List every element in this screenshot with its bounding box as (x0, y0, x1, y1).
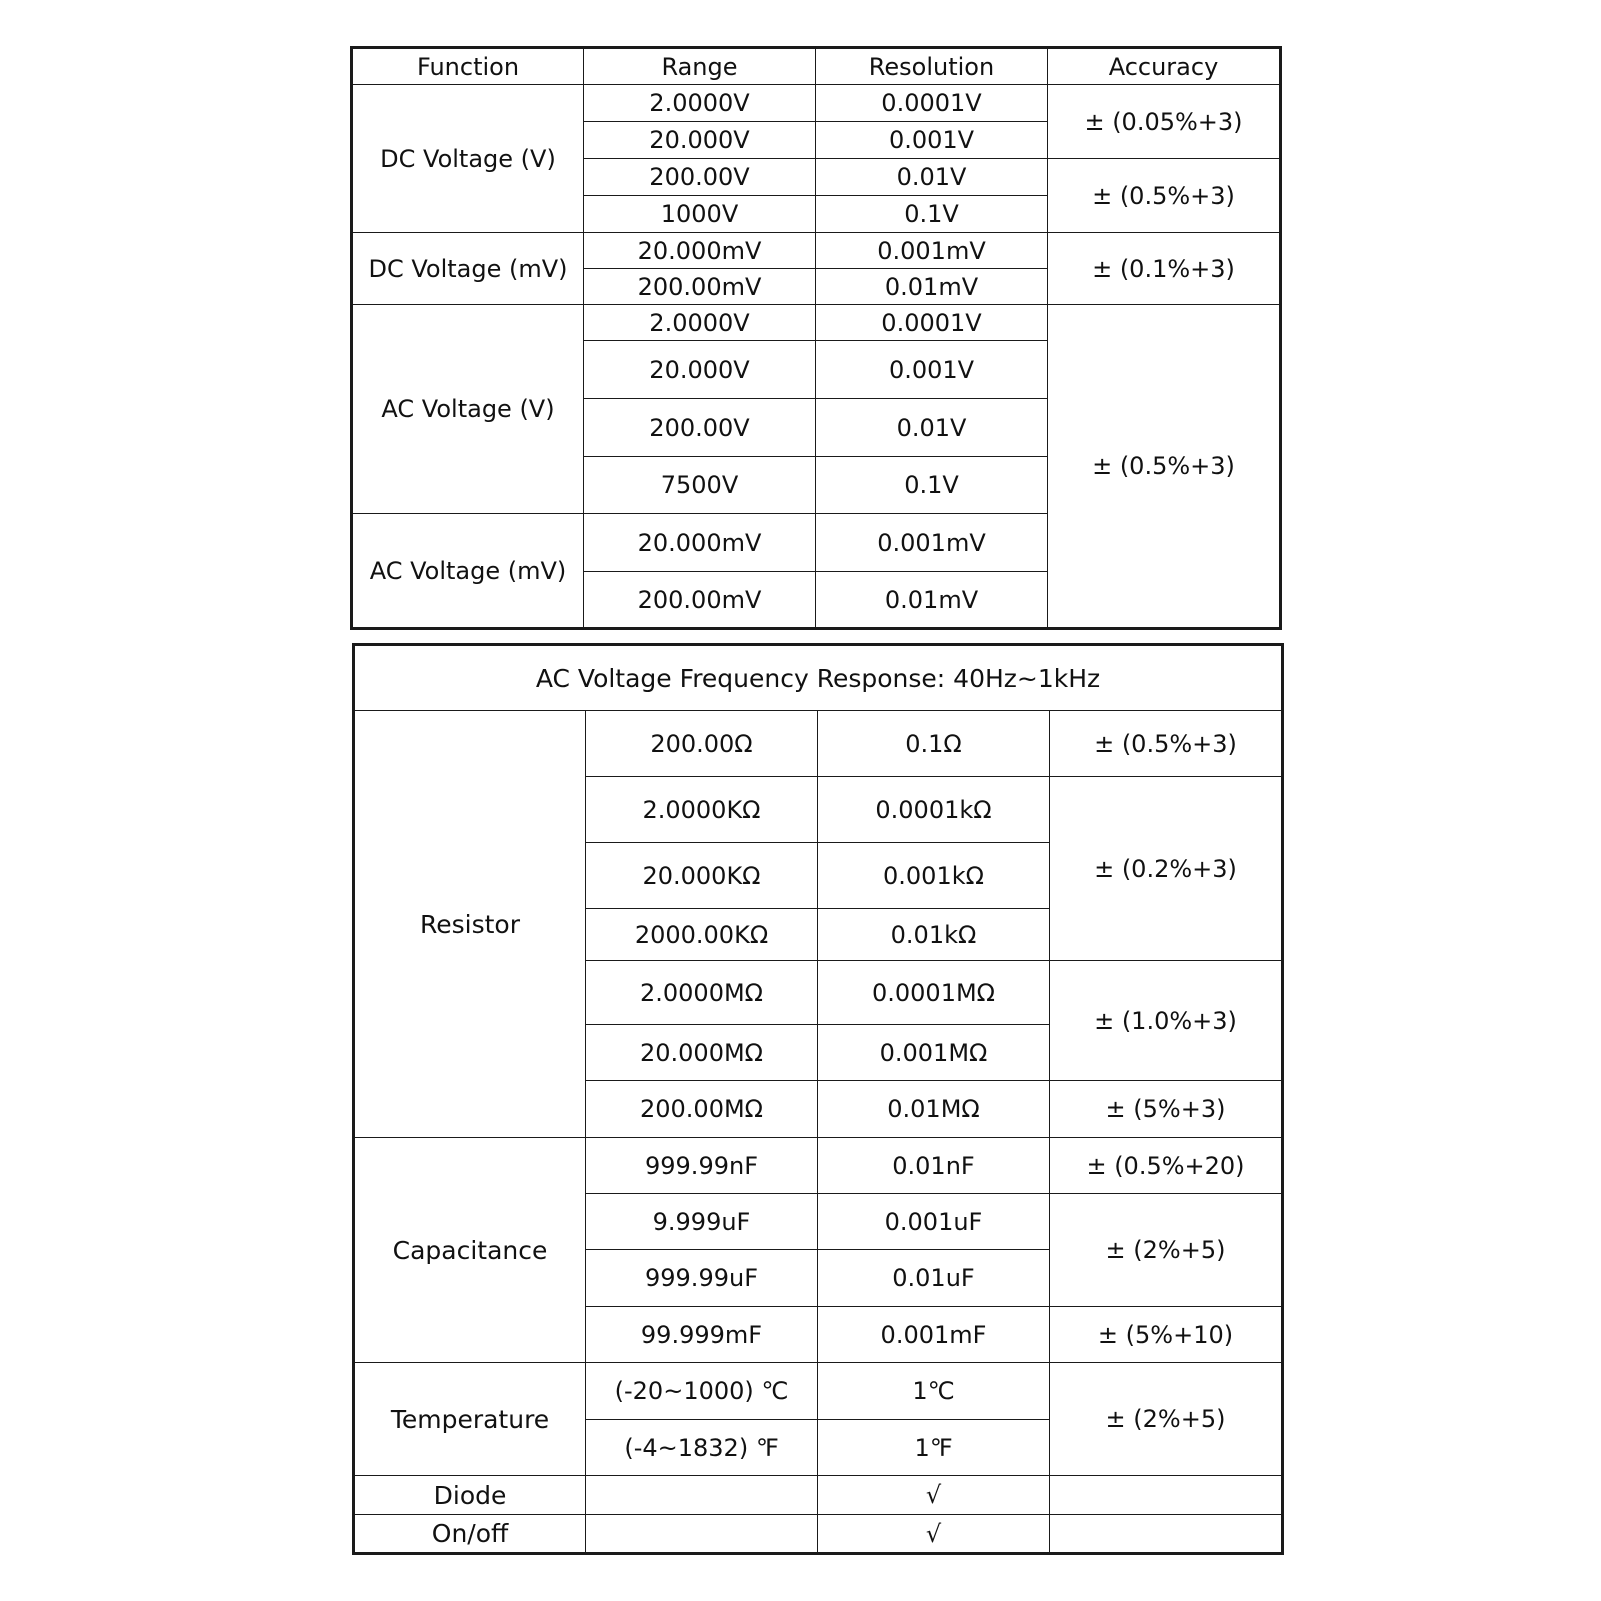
header-range: Range (584, 48, 816, 85)
range-cell: 200.00V (584, 399, 816, 457)
function-capacitance: Capacitance (354, 1138, 586, 1363)
range-cell: 20.000mV (584, 233, 816, 269)
range-cell: 99.999mF (586, 1307, 818, 1363)
resolution-cell: 0.001V (816, 341, 1048, 399)
resolution-cell: 0.001mV (816, 233, 1048, 269)
accuracy-cell: ± (5%+3) (1050, 1081, 1283, 1138)
frequency-response-title: AC Voltage Frequency Response: 40Hz~1kHz (354, 645, 1283, 711)
table-row (352, 85, 1281, 122)
resolution-cell: 0.01mV (816, 269, 1048, 305)
resolution-cell: 0.01V (816, 159, 1048, 196)
resolution-cell: 0.001kΩ (818, 843, 1050, 909)
range-cell: 999.99uF (586, 1250, 818, 1307)
spec-table-dc-ac-voltage (350, 46, 1282, 630)
table-row (352, 305, 1281, 341)
title-row (354, 645, 1283, 711)
range-cell: 2000.00KΩ (586, 909, 818, 961)
header-accuracy: Accuracy (1048, 48, 1281, 85)
spec-table-resistor-capacitance (352, 643, 1284, 1555)
table-row (354, 1476, 1283, 1515)
table-row (354, 1138, 1283, 1194)
range-cell: 2.0000V (584, 305, 816, 341)
resolution-cell: 0.01nF (818, 1138, 1050, 1194)
function-dc-voltage-mv: DC Voltage (mV) (352, 233, 584, 305)
range-cell: 20.000mV (584, 514, 816, 572)
range-cell: 2.0000MΩ (586, 961, 818, 1025)
range-cell: 999.99nF (586, 1138, 818, 1194)
table-row (354, 1515, 1283, 1554)
accuracy-cell: ± (0.5%+3) (1048, 305, 1281, 629)
function-ac-voltage-v: AC Voltage (V) (352, 305, 584, 514)
header-function: Function (352, 48, 584, 85)
resolution-cell: 0.01kΩ (818, 909, 1050, 961)
resolution-cell: 0.0001V (816, 305, 1048, 341)
resolution-cell: 1℃ (818, 1363, 1050, 1420)
resolution-cell: 0.001mF (818, 1307, 1050, 1363)
accuracy-cell: ± (0.1%+3) (1048, 233, 1281, 305)
range-cell: 2.0000KΩ (586, 777, 818, 843)
table-row (354, 711, 1283, 777)
resolution-cell: 0.0001MΩ (818, 961, 1050, 1025)
table-row (354, 1363, 1283, 1420)
resolution-cell: 0.01V (816, 399, 1048, 457)
range-cell: 200.00Ω (586, 711, 818, 777)
resolution-cell: 0.001V (816, 122, 1048, 159)
resolution-cell: 0.001mV (816, 514, 1048, 572)
accuracy-cell: ± (5%+10) (1050, 1307, 1283, 1363)
range-cell: 20.000MΩ (586, 1025, 818, 1081)
accuracy-cell: ± (0.2%+3) (1050, 777, 1283, 961)
accuracy-cell: ± (0.5%+3) (1050, 711, 1283, 777)
accuracy-cell: ± (0.5%+20) (1050, 1138, 1283, 1194)
range-cell: 20.000KΩ (586, 843, 818, 909)
range-cell: 7500V (584, 457, 816, 514)
accuracy-cell: ± (0.05%+3) (1048, 85, 1281, 159)
function-ac-voltage-mv: AC Voltage (mV) (352, 514, 584, 629)
range-cell: 1000V (584, 196, 816, 233)
range-cell: 9.999uF (586, 1194, 818, 1250)
function-onoff: On/off (354, 1515, 586, 1554)
resolution-cell: 0.1V (816, 457, 1048, 514)
range-cell: 200.00mV (584, 269, 816, 305)
header-resolution: Resolution (816, 48, 1048, 85)
range-cell (586, 1476, 818, 1515)
range-cell: 20.000V (584, 341, 816, 399)
resolution-cell: 0.1Ω (818, 711, 1050, 777)
accuracy-cell (1050, 1476, 1283, 1515)
accuracy-cell (1050, 1515, 1283, 1554)
function-temperature: Temperature (354, 1363, 586, 1476)
table-row (352, 233, 1281, 269)
resolution-cell: 1℉ (818, 1420, 1050, 1476)
function-dc-voltage-v: DC Voltage (V) (352, 85, 584, 233)
range-cell: 200.00MΩ (586, 1081, 818, 1138)
range-cell: (-4~1832) ℉ (586, 1420, 818, 1476)
resolution-cell: 0.01mV (816, 572, 1048, 629)
function-diode: Diode (354, 1476, 586, 1515)
range-cell: 20.000V (584, 122, 816, 159)
diode-check-mark: √ (818, 1476, 1050, 1515)
resolution-cell: 0.01uF (818, 1250, 1050, 1307)
range-cell: (-20~1000) ℃ (586, 1363, 818, 1420)
range-cell: 200.00V (584, 159, 816, 196)
function-resistor: Resistor (354, 711, 586, 1138)
resolution-cell: 0.01MΩ (818, 1081, 1050, 1138)
accuracy-cell: ± (1.0%+3) (1050, 961, 1283, 1081)
range-cell (586, 1515, 818, 1554)
header-row (352, 48, 1281, 85)
onoff-check-mark: √ (818, 1515, 1050, 1554)
resolution-cell: 0.1V (816, 196, 1048, 233)
resolution-cell: 0.0001V (816, 85, 1048, 122)
accuracy-cell: ± (2%+5) (1050, 1194, 1283, 1307)
resolution-cell: 0.001uF (818, 1194, 1050, 1250)
accuracy-cell: ± (2%+5) (1050, 1363, 1283, 1476)
resolution-cell: 0.0001kΩ (818, 777, 1050, 843)
range-cell: 2.0000V (584, 85, 816, 122)
resolution-cell: 0.001MΩ (818, 1025, 1050, 1081)
accuracy-cell: ± (0.5%+3) (1048, 159, 1281, 233)
range-cell: 200.00mV (584, 572, 816, 629)
